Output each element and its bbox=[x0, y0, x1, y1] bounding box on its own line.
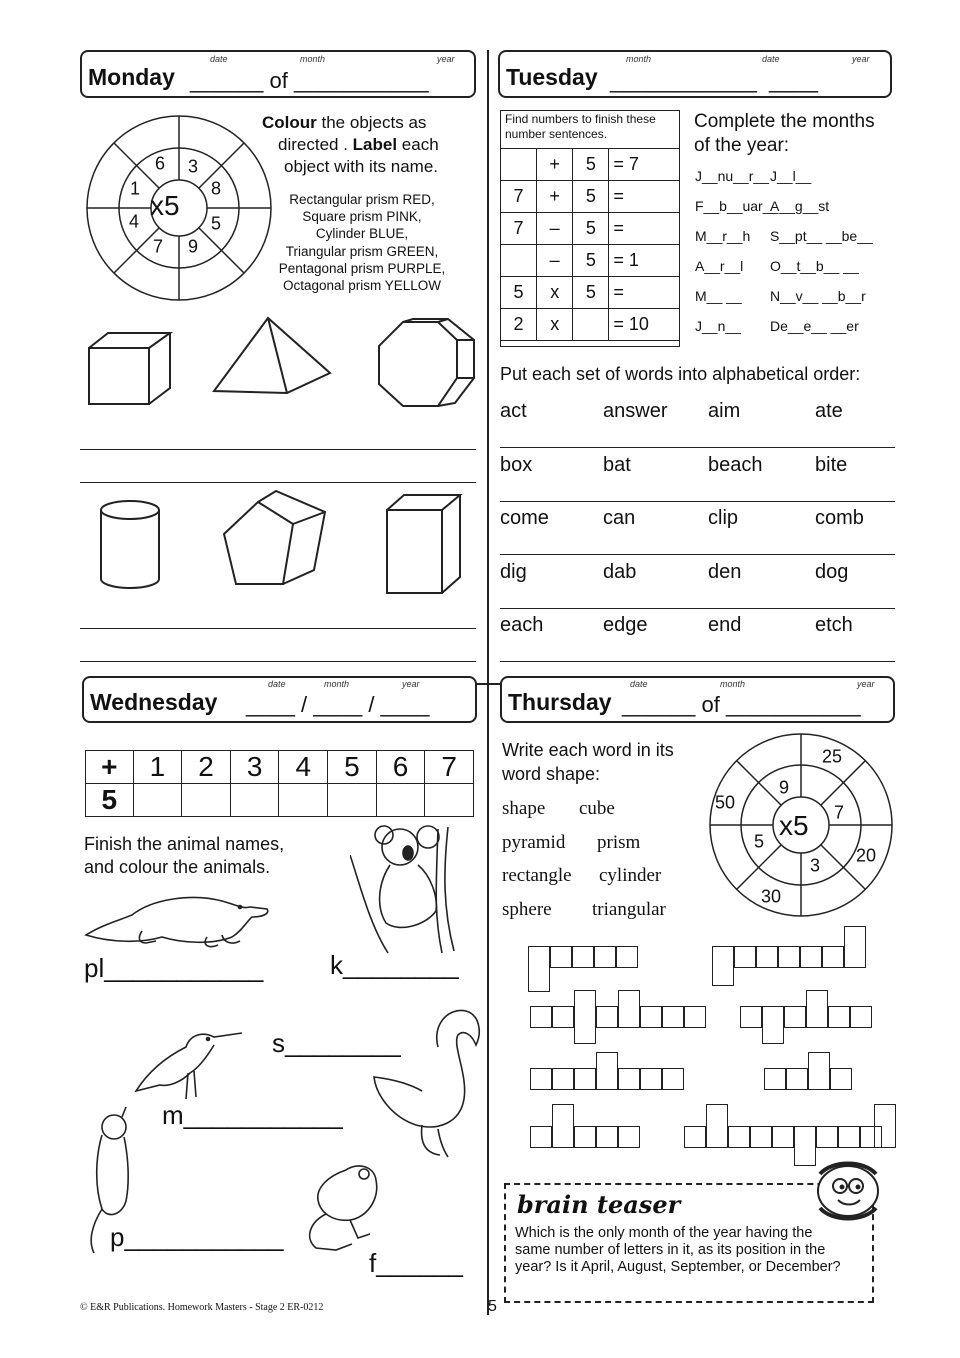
wheel-number: 1 bbox=[129, 178, 141, 199]
word-shape-box[interactable] bbox=[574, 1068, 596, 1090]
colour-item: Octagonal prism YELLOW bbox=[282, 278, 442, 294]
month-blank[interactable]: A__r__l bbox=[695, 258, 744, 274]
sentence-cell: = 10 bbox=[609, 309, 680, 341]
wednesday-date-field[interactable]: ____ / ____ / ____ bbox=[246, 692, 430, 717]
year-label: year bbox=[857, 679, 875, 689]
answer-line[interactable] bbox=[500, 608, 895, 609]
add-answer-cell[interactable] bbox=[230, 784, 279, 817]
word-shape-box[interactable] bbox=[530, 1006, 552, 1028]
sentence-cell: 5 bbox=[573, 149, 609, 181]
month-blank[interactable]: J__n__ bbox=[695, 318, 741, 334]
animal-blank-possum[interactable]: p___________ bbox=[110, 1222, 284, 1252]
platypus-drawing[interactable] bbox=[82, 885, 272, 955]
month-blank[interactable]: J__l__ bbox=[770, 168, 812, 184]
cylinder-shape[interactable] bbox=[98, 498, 164, 592]
tuesday-header bbox=[498, 50, 892, 98]
brain-teaser-text: Which is the only month of the year having the same number of letters in it, as its position in the year? Is it April, August, September, or December? bbox=[515, 1225, 841, 1275]
answer-line[interactable] bbox=[500, 501, 895, 502]
word-shape-box[interactable] bbox=[706, 1104, 728, 1148]
shape-word: cube bbox=[579, 798, 615, 819]
sentence-cell: 5 bbox=[573, 213, 609, 245]
word-shape-box[interactable] bbox=[778, 946, 800, 968]
alpha-word: edge bbox=[603, 614, 648, 636]
tuesday-title: Tuesday bbox=[506, 64, 598, 90]
alpha-word: box bbox=[500, 453, 533, 476]
wheel-number: 7 bbox=[833, 802, 845, 823]
sentence-cell[interactable]: = bbox=[609, 277, 680, 309]
answer-line[interactable] bbox=[500, 661, 895, 662]
wheel-number: 8 bbox=[210, 178, 222, 199]
thursday-title: Thursday bbox=[508, 689, 612, 715]
month-label: month bbox=[300, 54, 326, 64]
month-label: month bbox=[324, 679, 350, 689]
animal-blank-koala[interactable]: k________ bbox=[330, 950, 459, 980]
word-shape-box[interactable] bbox=[772, 1126, 794, 1148]
colour-item: Square prism PINK, bbox=[302, 209, 422, 225]
add-answer-cell[interactable] bbox=[376, 784, 425, 817]
wheel-number: 4 bbox=[128, 211, 140, 232]
sentence-cell: = 7 bbox=[609, 149, 680, 181]
answer-line[interactable] bbox=[80, 628, 476, 629]
word-shape-box[interactable] bbox=[618, 1068, 640, 1090]
year-label: year bbox=[402, 679, 420, 689]
alpha-word: end bbox=[708, 614, 742, 636]
alpha-word: dog bbox=[815, 560, 849, 583]
word-shape-box[interactable] bbox=[850, 1006, 872, 1028]
instr-bold: Label bbox=[352, 135, 398, 154]
frog-drawing[interactable] bbox=[296, 1160, 396, 1260]
word-shape-box[interactable] bbox=[800, 946, 822, 968]
brain-teaser-title: brain teaser bbox=[514, 1190, 683, 1219]
word-title-text: Write each word in its bbox=[502, 740, 674, 760]
shape-word: sphere bbox=[502, 898, 552, 920]
rectangular-prism-shape[interactable] bbox=[384, 492, 464, 596]
word-shape-box[interactable] bbox=[596, 1052, 618, 1090]
word-shape-box[interactable] bbox=[530, 1068, 552, 1090]
alpha-word: clip bbox=[708, 507, 739, 529]
wheel-number: 9 bbox=[187, 236, 199, 257]
word-shape-box[interactable] bbox=[874, 1104, 896, 1148]
copyright: © E&R Publications. Homework Masters - Stage 2 ER-0212 bbox=[80, 1302, 324, 1313]
sentences-table bbox=[500, 148, 680, 341]
addition-table bbox=[85, 750, 474, 817]
answer-line[interactable] bbox=[500, 447, 895, 448]
month-label: month bbox=[626, 54, 652, 64]
pyramid-shape[interactable] bbox=[210, 315, 335, 397]
sentence-cell: x bbox=[537, 277, 573, 309]
sentence-row bbox=[501, 149, 680, 181]
add-answer-cell[interactable] bbox=[182, 784, 231, 817]
answer-line[interactable] bbox=[80, 449, 476, 450]
answer-line[interactable] bbox=[80, 661, 476, 662]
word-shape-box[interactable] bbox=[740, 1006, 762, 1028]
word-shape-box[interactable] bbox=[640, 1068, 662, 1090]
word-shape-box[interactable] bbox=[764, 1068, 786, 1090]
sentence-cell: 5 bbox=[573, 181, 609, 213]
wednesday-header bbox=[82, 676, 477, 723]
instr-text: each bbox=[397, 135, 439, 154]
add-header-cell: 3 bbox=[230, 751, 279, 784]
pentagonal-prism-shape[interactable] bbox=[220, 488, 330, 588]
word-shape-box[interactable] bbox=[712, 946, 734, 986]
alpha-word: aim bbox=[708, 400, 741, 422]
sentence-cell[interactable]: = bbox=[609, 213, 680, 245]
word-shape-box[interactable] bbox=[640, 1006, 662, 1028]
sentence-cell: – bbox=[537, 245, 573, 277]
wheel-number: 30 bbox=[760, 886, 782, 907]
sentence-cell: – bbox=[537, 213, 573, 245]
wheel-number: 9 bbox=[778, 777, 790, 798]
sentence-cell: + bbox=[537, 181, 573, 213]
add-answer-cell[interactable] bbox=[133, 784, 182, 817]
alpha-word: bite bbox=[815, 453, 848, 476]
word-shape-box[interactable] bbox=[550, 946, 572, 968]
word-shape-box[interactable] bbox=[662, 1068, 684, 1090]
instr-bold: Colour bbox=[262, 113, 317, 132]
date-label: date bbox=[762, 54, 780, 64]
wheel-number: 20 bbox=[855, 845, 877, 866]
word-shape-box[interactable] bbox=[822, 946, 844, 968]
cube-shape[interactable] bbox=[86, 330, 178, 408]
sentence-cell: 5 bbox=[573, 277, 609, 309]
thursday-wheel-center: x5 bbox=[779, 810, 809, 841]
word-shape-box[interactable] bbox=[552, 1068, 574, 1090]
alpha-word: comb bbox=[815, 507, 864, 529]
shape-word: rectangle bbox=[502, 865, 572, 886]
word-shape-box[interactable] bbox=[756, 946, 778, 968]
word-shape-box[interactable] bbox=[618, 1126, 640, 1148]
word-shape-box[interactable] bbox=[574, 990, 596, 1044]
alpha-word: bat bbox=[603, 453, 631, 476]
animal-blank-swan[interactable]: s________ bbox=[272, 1028, 401, 1058]
word-shape-box[interactable] bbox=[806, 990, 828, 1028]
month-blank[interactable]: M__r__h bbox=[695, 228, 751, 244]
thursday-date-field[interactable]: ______ of ___________ bbox=[622, 692, 861, 717]
word-shape-box[interactable] bbox=[572, 946, 594, 968]
sentences-header: Find numbers to finish these number sentences. bbox=[505, 112, 656, 141]
alpha-title: Put each set of words into alphabetical order: bbox=[500, 364, 861, 384]
word-shape-box[interactable] bbox=[828, 1006, 850, 1028]
word-shape-box[interactable] bbox=[552, 1104, 574, 1148]
month-blank[interactable]: N__v__ __b__r bbox=[770, 288, 866, 304]
alpha-word: each bbox=[500, 614, 544, 636]
year-label: year bbox=[852, 54, 870, 64]
month-blank[interactable]: De__e__ __er bbox=[770, 318, 859, 334]
colour-item: Rectangular prism RED, bbox=[289, 192, 435, 207]
alpha-word: etch bbox=[815, 614, 853, 636]
add-header-cell: 1 bbox=[133, 751, 182, 784]
smiley-face-icon bbox=[812, 1160, 884, 1222]
sentence-cell[interactable] bbox=[501, 149, 537, 181]
wheel-number: 7 bbox=[152, 236, 164, 257]
word-shape-box[interactable] bbox=[618, 990, 640, 1028]
word-shape-box[interactable] bbox=[596, 1006, 618, 1028]
word-shape-box[interactable] bbox=[786, 1068, 808, 1090]
month-blank[interactable]: S__pt__ __be__ bbox=[770, 228, 873, 244]
sentence-cell: 7 bbox=[501, 181, 537, 213]
shape-word: shape bbox=[502, 798, 546, 819]
add-answer-cell[interactable] bbox=[279, 784, 328, 817]
animals-instructions bbox=[84, 833, 284, 879]
monday-title: Monday bbox=[88, 64, 175, 90]
animal-blank-frog[interactable]: f______ bbox=[369, 1248, 463, 1278]
colour-item: Triangular prism GREEN, bbox=[285, 243, 439, 259]
word-shape-box[interactable] bbox=[684, 1126, 706, 1148]
animal-blank-platypus[interactable]: pl___________ bbox=[84, 953, 264, 983]
month-blank[interactable]: F__b__uar__ bbox=[695, 198, 779, 214]
thursday-header bbox=[500, 676, 895, 723]
alpha-word: dab bbox=[603, 560, 637, 583]
month-label: month bbox=[720, 679, 746, 689]
sentence-row bbox=[501, 245, 680, 277]
sentence-cell[interactable]: = bbox=[609, 181, 680, 213]
word-shape-box[interactable] bbox=[596, 1126, 618, 1148]
monday-instructions bbox=[262, 112, 439, 178]
word-shape-box[interactable] bbox=[734, 946, 756, 968]
alpha-word: dig bbox=[500, 560, 527, 583]
word-shape-box[interactable] bbox=[552, 1006, 574, 1028]
word-shape-box[interactable] bbox=[574, 1126, 596, 1148]
add-header-cell: + bbox=[86, 751, 134, 784]
alpha-word: answer bbox=[603, 400, 668, 422]
sentence-row bbox=[501, 277, 680, 309]
animals-text: Finish the animal names, bbox=[84, 834, 285, 854]
add-answer-cell[interactable] bbox=[425, 784, 474, 817]
word-shape-box[interactable] bbox=[728, 1126, 750, 1148]
monday-date-field[interactable]: ______ of ___________ bbox=[190, 68, 429, 93]
sentence-cell[interactable] bbox=[573, 309, 609, 341]
alpha-word: act bbox=[500, 400, 527, 422]
answer-line[interactable] bbox=[500, 554, 895, 555]
word-shape-box[interactable] bbox=[530, 1126, 552, 1148]
koala-drawing[interactable] bbox=[350, 825, 460, 955]
word-shape-box[interactable] bbox=[830, 1068, 852, 1090]
colour-item: Pentagonal prism PURPLE, bbox=[278, 260, 446, 276]
word-shape-box[interactable] bbox=[662, 1006, 684, 1028]
month-blank[interactable]: A__g__st bbox=[770, 198, 830, 214]
month-blank[interactable]: J__nu__r__ bbox=[695, 168, 769, 184]
instr-text: directed . bbox=[278, 135, 353, 154]
months-title: Complete the months of the year: bbox=[694, 111, 875, 156]
alpha-word: can bbox=[603, 507, 636, 529]
shape-word: prism bbox=[597, 831, 641, 853]
instr-text: the objects as bbox=[316, 113, 427, 132]
month-blank[interactable]: O__t__b__ __ bbox=[770, 258, 859, 274]
word-shape-box[interactable] bbox=[808, 1052, 830, 1090]
add-header-cell: 4 bbox=[279, 751, 328, 784]
sentence-cell[interactable] bbox=[501, 245, 537, 277]
word-shape-box[interactable] bbox=[528, 946, 550, 992]
sentence-cell: 2 bbox=[501, 309, 537, 341]
sentence-cell: 5 bbox=[501, 277, 537, 309]
wheel-number: 25 bbox=[821, 746, 843, 767]
month-blank[interactable]: M__ __ bbox=[695, 288, 742, 304]
word-shape-box[interactable] bbox=[750, 1126, 772, 1148]
date-label: date bbox=[210, 54, 228, 64]
add-row-label: 5 bbox=[86, 784, 134, 817]
sentence-cell: + bbox=[537, 149, 573, 181]
animals-text: and colour the animals. bbox=[84, 857, 271, 877]
word-shape-title bbox=[502, 738, 674, 786]
wheel-number: 50 bbox=[714, 792, 736, 813]
word-shape-box[interactable] bbox=[616, 946, 638, 968]
year-label: year bbox=[437, 54, 455, 64]
sentence-row bbox=[501, 181, 680, 213]
sentence-row bbox=[501, 213, 680, 245]
word-title-text: word shape: bbox=[502, 764, 601, 784]
add-header-cell: 6 bbox=[376, 751, 425, 784]
colour-item: Cylinder BLUE, bbox=[315, 226, 409, 242]
sentence-row bbox=[501, 309, 680, 341]
date-label: date bbox=[268, 679, 286, 689]
word-shape-box[interactable] bbox=[762, 1006, 784, 1044]
wheel-number: 6 bbox=[154, 153, 166, 174]
sentence-cell: = 1 bbox=[609, 245, 680, 277]
date-label: date bbox=[630, 679, 648, 689]
instr-text: object with its name. bbox=[284, 157, 439, 176]
add-header-cell: 2 bbox=[182, 751, 231, 784]
wheel-number: 5 bbox=[753, 831, 765, 852]
word-shape-box[interactable] bbox=[784, 1006, 806, 1028]
sentence-cell: x bbox=[537, 309, 573, 341]
sentence-cell: 5 bbox=[573, 245, 609, 277]
wednesday-title: Wednesday bbox=[90, 689, 218, 715]
tuesday-date-field[interactable]: ____________ ____ bbox=[610, 68, 818, 93]
shape-word: triangular bbox=[592, 898, 666, 920]
word-shape-box[interactable] bbox=[838, 1126, 860, 1148]
add-header-cell: 5 bbox=[328, 751, 377, 784]
alpha-word: ate bbox=[815, 400, 843, 422]
add-header-cell: 7 bbox=[425, 751, 474, 784]
octagonal-prism-shape[interactable] bbox=[373, 318, 477, 410]
colour-list bbox=[264, 191, 460, 294]
alpha-word: beach bbox=[708, 453, 763, 476]
word-shape-box[interactable] bbox=[816, 1126, 838, 1148]
wheel-number: 3 bbox=[187, 156, 199, 177]
wheel-number: 3 bbox=[809, 855, 821, 876]
word-shape-box[interactable] bbox=[844, 926, 866, 968]
word-shape-box[interactable] bbox=[684, 1006, 706, 1028]
page-number: 5 bbox=[488, 1298, 497, 1315]
shape-word: pyramid bbox=[502, 831, 566, 853]
word-shape-box[interactable] bbox=[594, 946, 616, 968]
add-answer-cell[interactable] bbox=[328, 784, 377, 817]
wheel-number: 5 bbox=[210, 213, 222, 234]
answer-line[interactable] bbox=[80, 482, 476, 483]
monday-wheel-center: x5 bbox=[150, 190, 180, 221]
magpie-drawing[interactable] bbox=[130, 1025, 250, 1105]
alpha-word: come bbox=[500, 507, 549, 529]
shape-word: cylinder bbox=[599, 865, 662, 886]
monday-header bbox=[80, 50, 476, 98]
sentence-cell: 7 bbox=[501, 213, 537, 245]
alpha-word: den bbox=[708, 560, 742, 583]
animal-blank-magpie[interactable]: m___________ bbox=[162, 1100, 343, 1130]
